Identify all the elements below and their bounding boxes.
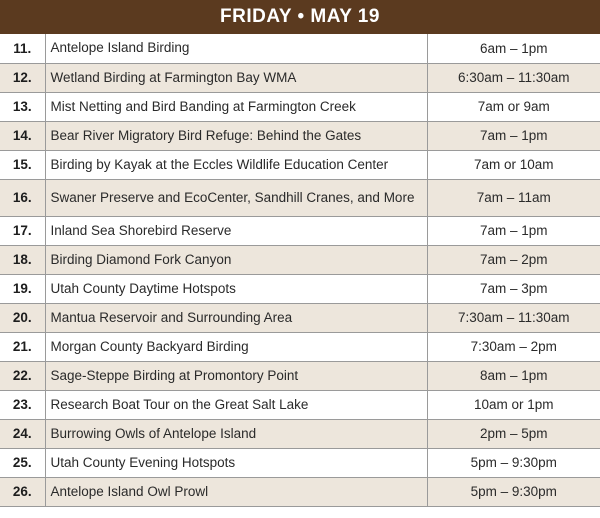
table-row[interactable]: [0, 477, 600, 506]
table-row[interactable]: [0, 34, 600, 63]
row-number: 19.: [0, 274, 45, 303]
row-number: 16.: [0, 179, 45, 216]
trip-title: Birding by Kayak at the Eccles Wildlife Education Center: [45, 150, 427, 179]
table-row[interactable]: [0, 332, 600, 361]
trip-title: Mist Netting and Bird Banding at Farmington Creek: [45, 92, 427, 121]
trip-time: 7:30am – 2pm: [427, 332, 600, 361]
day-header: [0, 0, 600, 34]
day-header-title: FRIDAY • MAY 19: [220, 6, 380, 27]
trip-time: 7am – 1pm: [427, 121, 600, 150]
row-number: 14.: [0, 121, 45, 150]
table-row[interactable]: [0, 274, 600, 303]
trip-time: 10am or 1pm: [427, 390, 600, 419]
trip-time: 7am – 3pm: [427, 274, 600, 303]
trip-time: 7am – 11am: [427, 179, 600, 216]
table-row[interactable]: [0, 390, 600, 419]
row-number: 15.: [0, 150, 45, 179]
table-row[interactable]: [0, 63, 600, 92]
trip-title: Swaner Preserve and EcoCenter, Sandhill Cranes, and More: [45, 179, 427, 216]
trip-title: Wetland Birding at Farmington Bay WMA: [45, 63, 427, 92]
trip-title: Mantua Reservoir and Surrounding Area: [45, 303, 427, 332]
trip-title: Morgan County Backyard Birding: [45, 332, 427, 361]
trip-title: Research Boat Tour on the Great Salt Lake: [45, 390, 427, 419]
table-row[interactable]: [0, 303, 600, 332]
table-row[interactable]: [0, 179, 600, 216]
trip-title: Utah County Evening Hotspots: [45, 448, 427, 477]
table-row[interactable]: [0, 448, 600, 477]
trip-time: 6:30am – 11:30am: [427, 63, 600, 92]
trip-time: 8am – 1pm: [427, 361, 600, 390]
trip-time: 7am – 2pm: [427, 245, 600, 274]
table-row[interactable]: [0, 150, 600, 179]
trip-title: Burrowing Owls of Antelope Island: [45, 419, 427, 448]
row-number: 21.: [0, 332, 45, 361]
table-row[interactable]: [0, 245, 600, 274]
table-row[interactable]: [0, 92, 600, 121]
row-number: 25.: [0, 448, 45, 477]
table-row[interactable]: [0, 216, 600, 245]
trip-title: Antelope Island Birding: [45, 34, 427, 63]
table-row[interactable]: [0, 419, 600, 448]
row-number: 26.: [0, 477, 45, 506]
trip-title: Inland Sea Shorebird Reserve: [45, 216, 427, 245]
trip-time: 7:30am – 11:30am: [427, 303, 600, 332]
trip-time: 2pm – 5pm: [427, 419, 600, 448]
trip-title: Birding Diamond Fork Canyon: [45, 245, 427, 274]
row-number: 11.: [0, 34, 45, 63]
row-number: 23.: [0, 390, 45, 419]
trip-title: Utah County Daytime Hotspots: [45, 274, 427, 303]
trip-time: 5pm – 9:30pm: [427, 477, 600, 506]
trip-time: 7am or 9am: [427, 92, 600, 121]
trip-time: 7am or 10am: [427, 150, 600, 179]
row-number: 13.: [0, 92, 45, 121]
trip-title: Antelope Island Owl Prowl: [45, 477, 427, 506]
row-number: 12.: [0, 63, 45, 92]
table-row[interactable]: [0, 121, 600, 150]
trip-time: 6am – 1pm: [427, 34, 600, 63]
row-number: 18.: [0, 245, 45, 274]
trip-time: 5pm – 9:30pm: [427, 448, 600, 477]
trip-time: 7am – 1pm: [427, 216, 600, 245]
table-row[interactable]: [0, 361, 600, 390]
row-number: 22.: [0, 361, 45, 390]
row-number: 20.: [0, 303, 45, 332]
trip-title: Bear River Migratory Bird Refuge: Behind the Gates: [45, 121, 427, 150]
schedule-table: [0, 34, 600, 507]
row-number: 17.: [0, 216, 45, 245]
trip-title: Sage-Steppe Birding at Promontory Point: [45, 361, 427, 390]
row-number: 24.: [0, 419, 45, 448]
